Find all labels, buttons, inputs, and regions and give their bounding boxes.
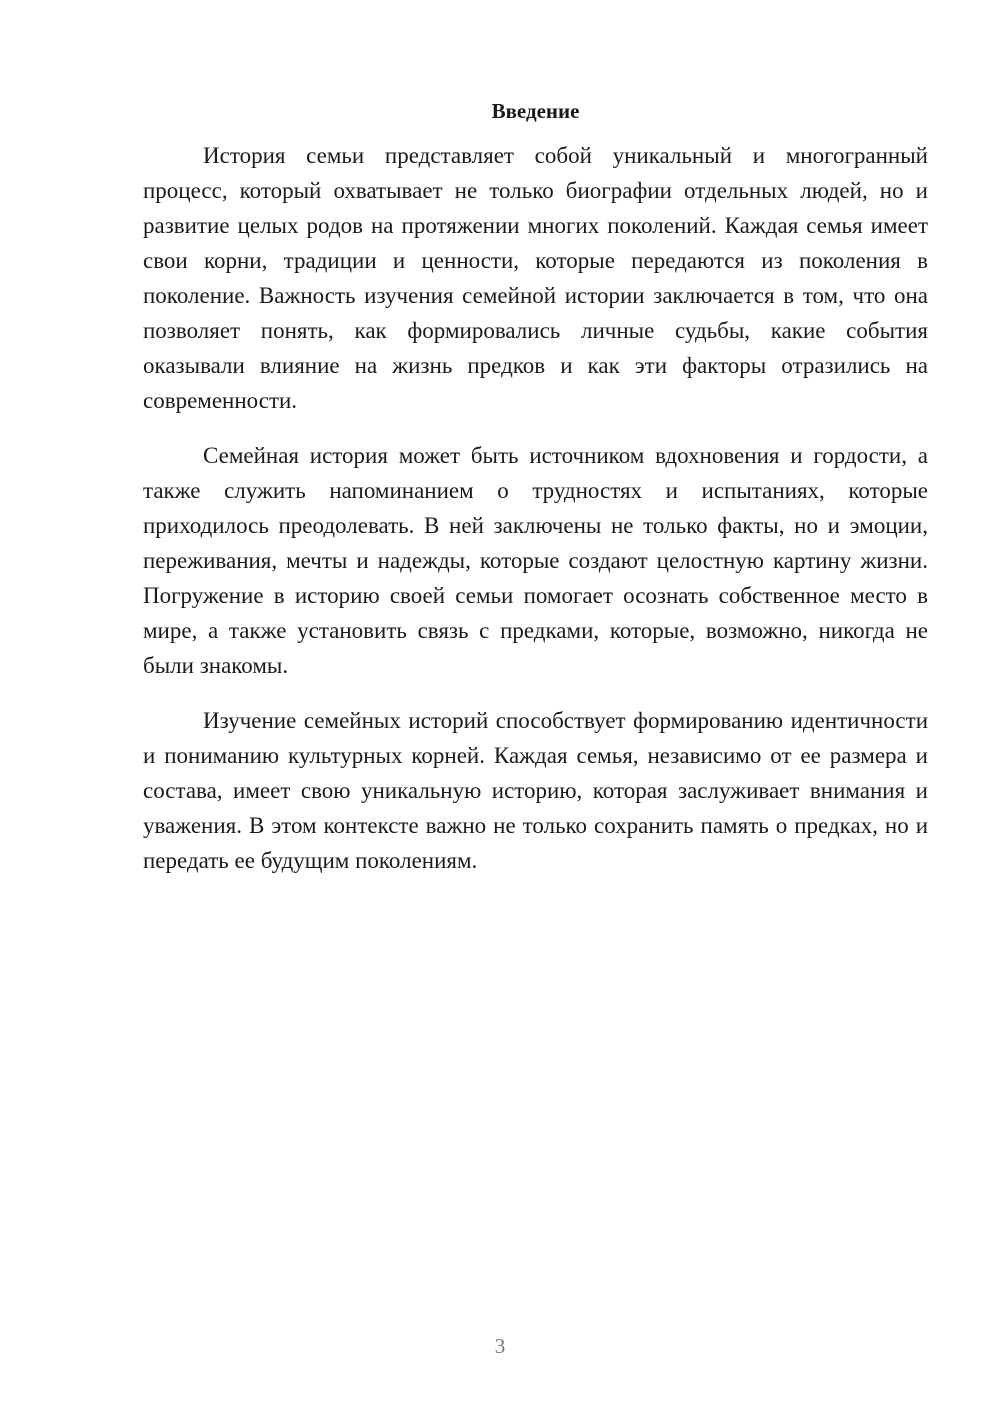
page-number: 3: [494, 1334, 506, 1358]
paragraph-3: Изучение семейных историй способствует формированию идентичности и пониманию культурных корней. Каждая семья, независимо от ее размера и состава, имеет свою уникальную историю, которая заслуживает внимания и уважения. В этом контексте важно не только сохранить память о предках, но и передать ее будущим поколениям.: [143, 708, 928, 873]
page-content: [143, 96, 928, 898]
paragraph-1: История семьи представляет собой уникальный и многогранный процесс, который охватывает не только биографии отдельных людей, но и развитие целых родов на протяжении многих поколений. Каждая семья имеет свои корни, традиции и ценности, которые передаются из поколения в поколение. Важность изучения семейной истории заключается в том, что она позволяет понять, как формировались личные судьбы, какие события оказывали влияние на жизнь предков и как эти факторы отразились на современности.: [143, 143, 928, 413]
paragraph-2: Семейная история может быть источником вдохновения и гордости, а также служить напоминанием о трудностях и испытаниях, которые приходилось преодолевать. В ней заключены не только факты, но и эмоции, переживания, мечты и надежды, которые создают целостную картину жизни. Погружение в историю своей семьи помогает осознать собственное место в мире, а также установить связь с предками, которые, возможно, никогда не были знакомы.: [143, 443, 928, 678]
section-heading: Введение: [491, 99, 580, 123]
